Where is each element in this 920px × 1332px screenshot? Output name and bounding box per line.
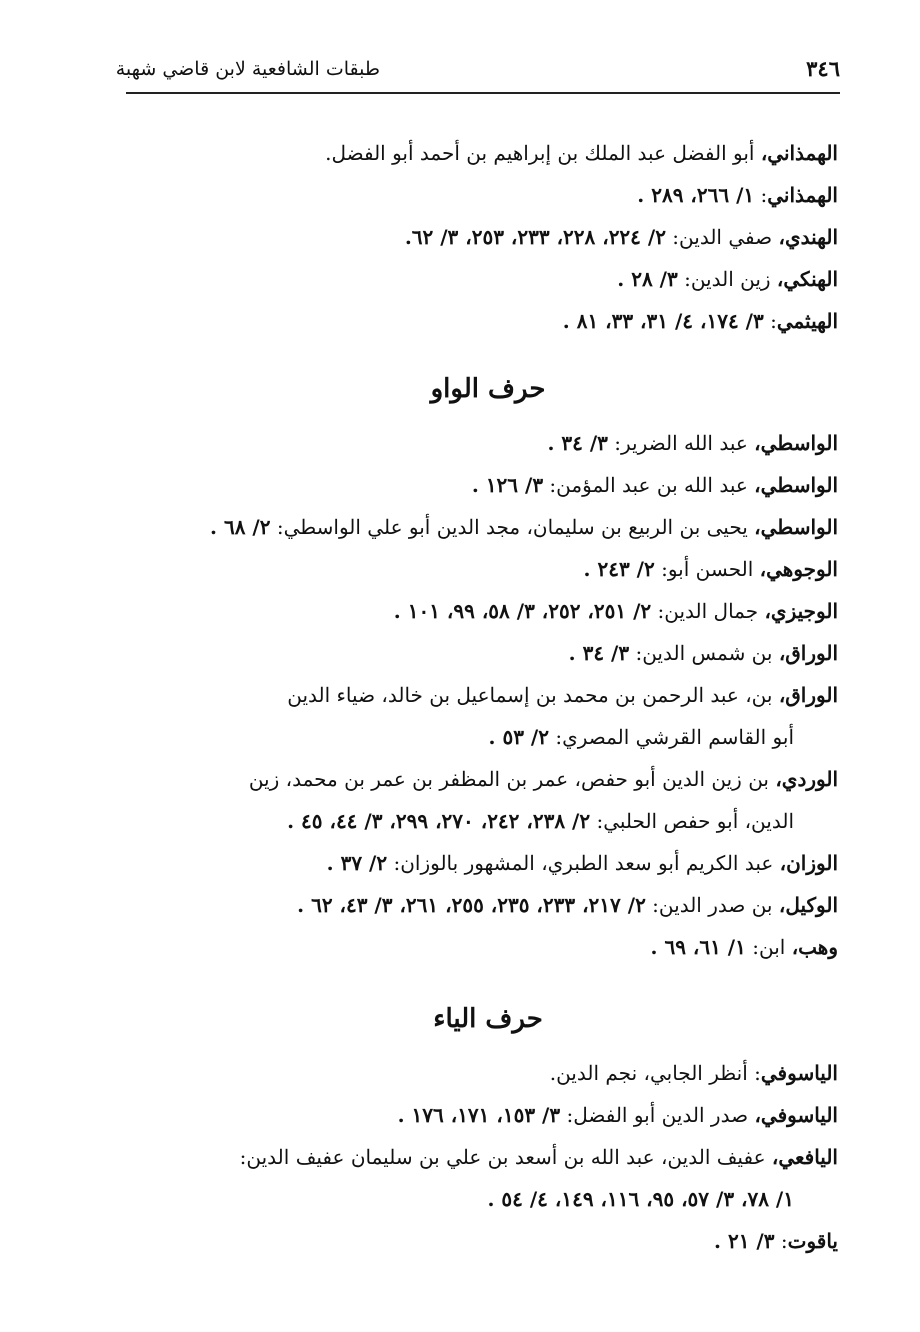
entry-name: الوردي، [775,767,838,791]
entry-refs: ٢/ ٦٨ . [210,515,271,539]
entry-name: الواسطي، [754,431,838,455]
running-title: طبقات الشافعية لابن قاضي شهبة [115,58,380,80]
entry-name: الهمذاني، [760,141,838,165]
index-entry [138,464,838,506]
entry-continuation [138,800,838,842]
entry-name: الوزان، [779,851,838,875]
entry-text: جمال الدين: [651,599,765,623]
entry-text: الحسن أبو: [654,557,760,581]
index-entry [138,1136,838,1220]
index-entry [138,548,838,590]
entry-text: عبد الله الضرير: [607,431,755,455]
entry-refs: ٣/ ٣٤ . [547,431,608,455]
entry-text: يحيى بن الربيع بن سليمان، مجد الدين أبو علي الواسطي: [270,515,755,539]
index-entry [138,632,838,674]
entry-name: ياقوت [787,1229,838,1253]
entry-name: الهنكي، [776,267,838,291]
index-entry [138,258,838,300]
index-entry [138,174,838,216]
entry-name: الوجوهي، [759,557,838,581]
entry-refs: ٣/ ٢٨ . [617,267,678,291]
entry-refs: ١/ ٢٦٦، ٢٨٩ . [637,183,755,207]
entry-refs: ٢/ ٥٣ . [488,725,549,749]
entry-name: الواسطي، [754,515,838,539]
index-entry [138,590,838,632]
entry-text: زين الدين: [677,267,777,291]
section-title-ya: حرف الياء [433,1004,543,1034]
entry-name: الوراق، [778,683,838,707]
index-entry [138,1052,838,1094]
entry-refs: ٢/ ٣٧ . [326,851,388,875]
entry-text: أبو الفضل عبد الملك بن إبراهيم بن أحمد أبو الفضل. [325,141,761,165]
entry-text: بن شمس الدين: [629,641,779,665]
entry-refs: ٣/ ١٢٦ . [471,473,544,497]
entry-name: الهندي، [778,225,838,249]
entry-continuation [138,1178,838,1220]
entry-continuation [138,716,838,758]
index-entry [138,1220,838,1262]
index-entry [138,926,838,968]
entry-text: : [754,183,768,207]
entry-text: : أنظر الجابي، نجم الدين. [549,1061,761,1085]
entry-refs: ٢/ ٢٤٣ . [583,557,655,581]
entry-text: بن، عبد الرحمن بن محمد بن إسماعيل بن خالد، ضياء الدين [287,683,779,707]
entry-name: الياسوفي، [754,1103,838,1127]
index-entry [138,300,838,342]
entry-refs: ٣/ ٢١ . [714,1229,775,1253]
entry-text: بن زين الدين أبو حفص، عمر بن المظفر بن عمر بن محمد، زين [248,767,776,791]
entry-text: ابن: [745,935,792,959]
entry-refs: ٣/ ١٧٤، ٤/ ٣١، ٣٣، ٨١ . [562,309,764,333]
entry-name: وهب، [791,935,838,959]
entry-name: الهمذاني [767,183,838,207]
entry-refs: ٣/ ١٥٣، ١٧١، ١٧٦ . [397,1103,561,1127]
entry-refs: ١/ ٧٨، ٣/ ٥٧، ٩٥، ١١٦، ١٤٩، ٤/ ٥٤ . [487,1187,794,1211]
page-header [115,52,840,94]
entry-refs: ٢/ ٢٣٨، ٢٤٢، ٢٧٠، ٢٩٩، ٣/ ٤٤، ٤٥ . [287,809,591,833]
entry-text: : [763,309,777,333]
index-content [138,132,838,1262]
entry-refs: ٢/ ٢٢٤، ٢٢٨، ٢٣٣، ٢٥٣، ٣/ ٦٢. [404,225,666,249]
index-entry [138,216,838,258]
index-entry [138,132,838,174]
entry-name: الهيثمي [776,309,838,333]
entry-text: صدر الدين أبو الفضل: [560,1103,755,1127]
entry-text: صفي الدين: [665,225,779,249]
section-title-waw: حرف الواو [430,374,546,404]
entry-refs: ٣/ ٣٤ . [568,641,630,665]
entry-refs: ٢/ ٢١٧، ٢٣٣، ٢٣٥، ٢٥٥، ٢٦١، ٣/ ٤٣، ٦٢ . [297,893,646,917]
index-entry [138,1094,838,1136]
index-entry [138,422,838,464]
entry-name: اليافعي، [771,1145,838,1169]
entry-name: الوراق، [778,641,838,665]
entry-refs: ١/ ٦١، ٦٩ . [650,935,746,959]
index-entry [138,506,838,548]
entry-name: الوجيزي، [764,599,838,623]
entry-text: أبو القاسم القرشي المصري: [548,725,794,749]
index-entry [138,758,838,842]
entry-text: عبد الله بن عبد المؤمن: [543,473,755,497]
index-entry [138,842,838,884]
index-entry [138,884,838,926]
entry-name: الياسوفي [760,1061,838,1085]
page-number: ٣٤٦ [806,56,840,81]
entry-text: الدين، أبو حفص الحلبي: [590,809,794,833]
entry-refs: ٢/ ٢٥١، ٢٥٢، ٣/ ٥٨، ٩٩، ١٠١ . [393,599,652,623]
entry-name: الواسطي، [754,473,838,497]
index-entry [138,674,838,758]
entry-text: بن صدر الدين: [645,893,779,917]
entry-name: الوكيل، [778,893,838,917]
entry-text: عفيف الدين، عبد الله بن أسعد بن علي بن سليمان عفيف الدين: [239,1145,772,1169]
entry-text: : [774,1229,788,1253]
entry-text: عبد الكريم أبو سعد الطبري، المشهور بالوزان: [387,851,780,875]
